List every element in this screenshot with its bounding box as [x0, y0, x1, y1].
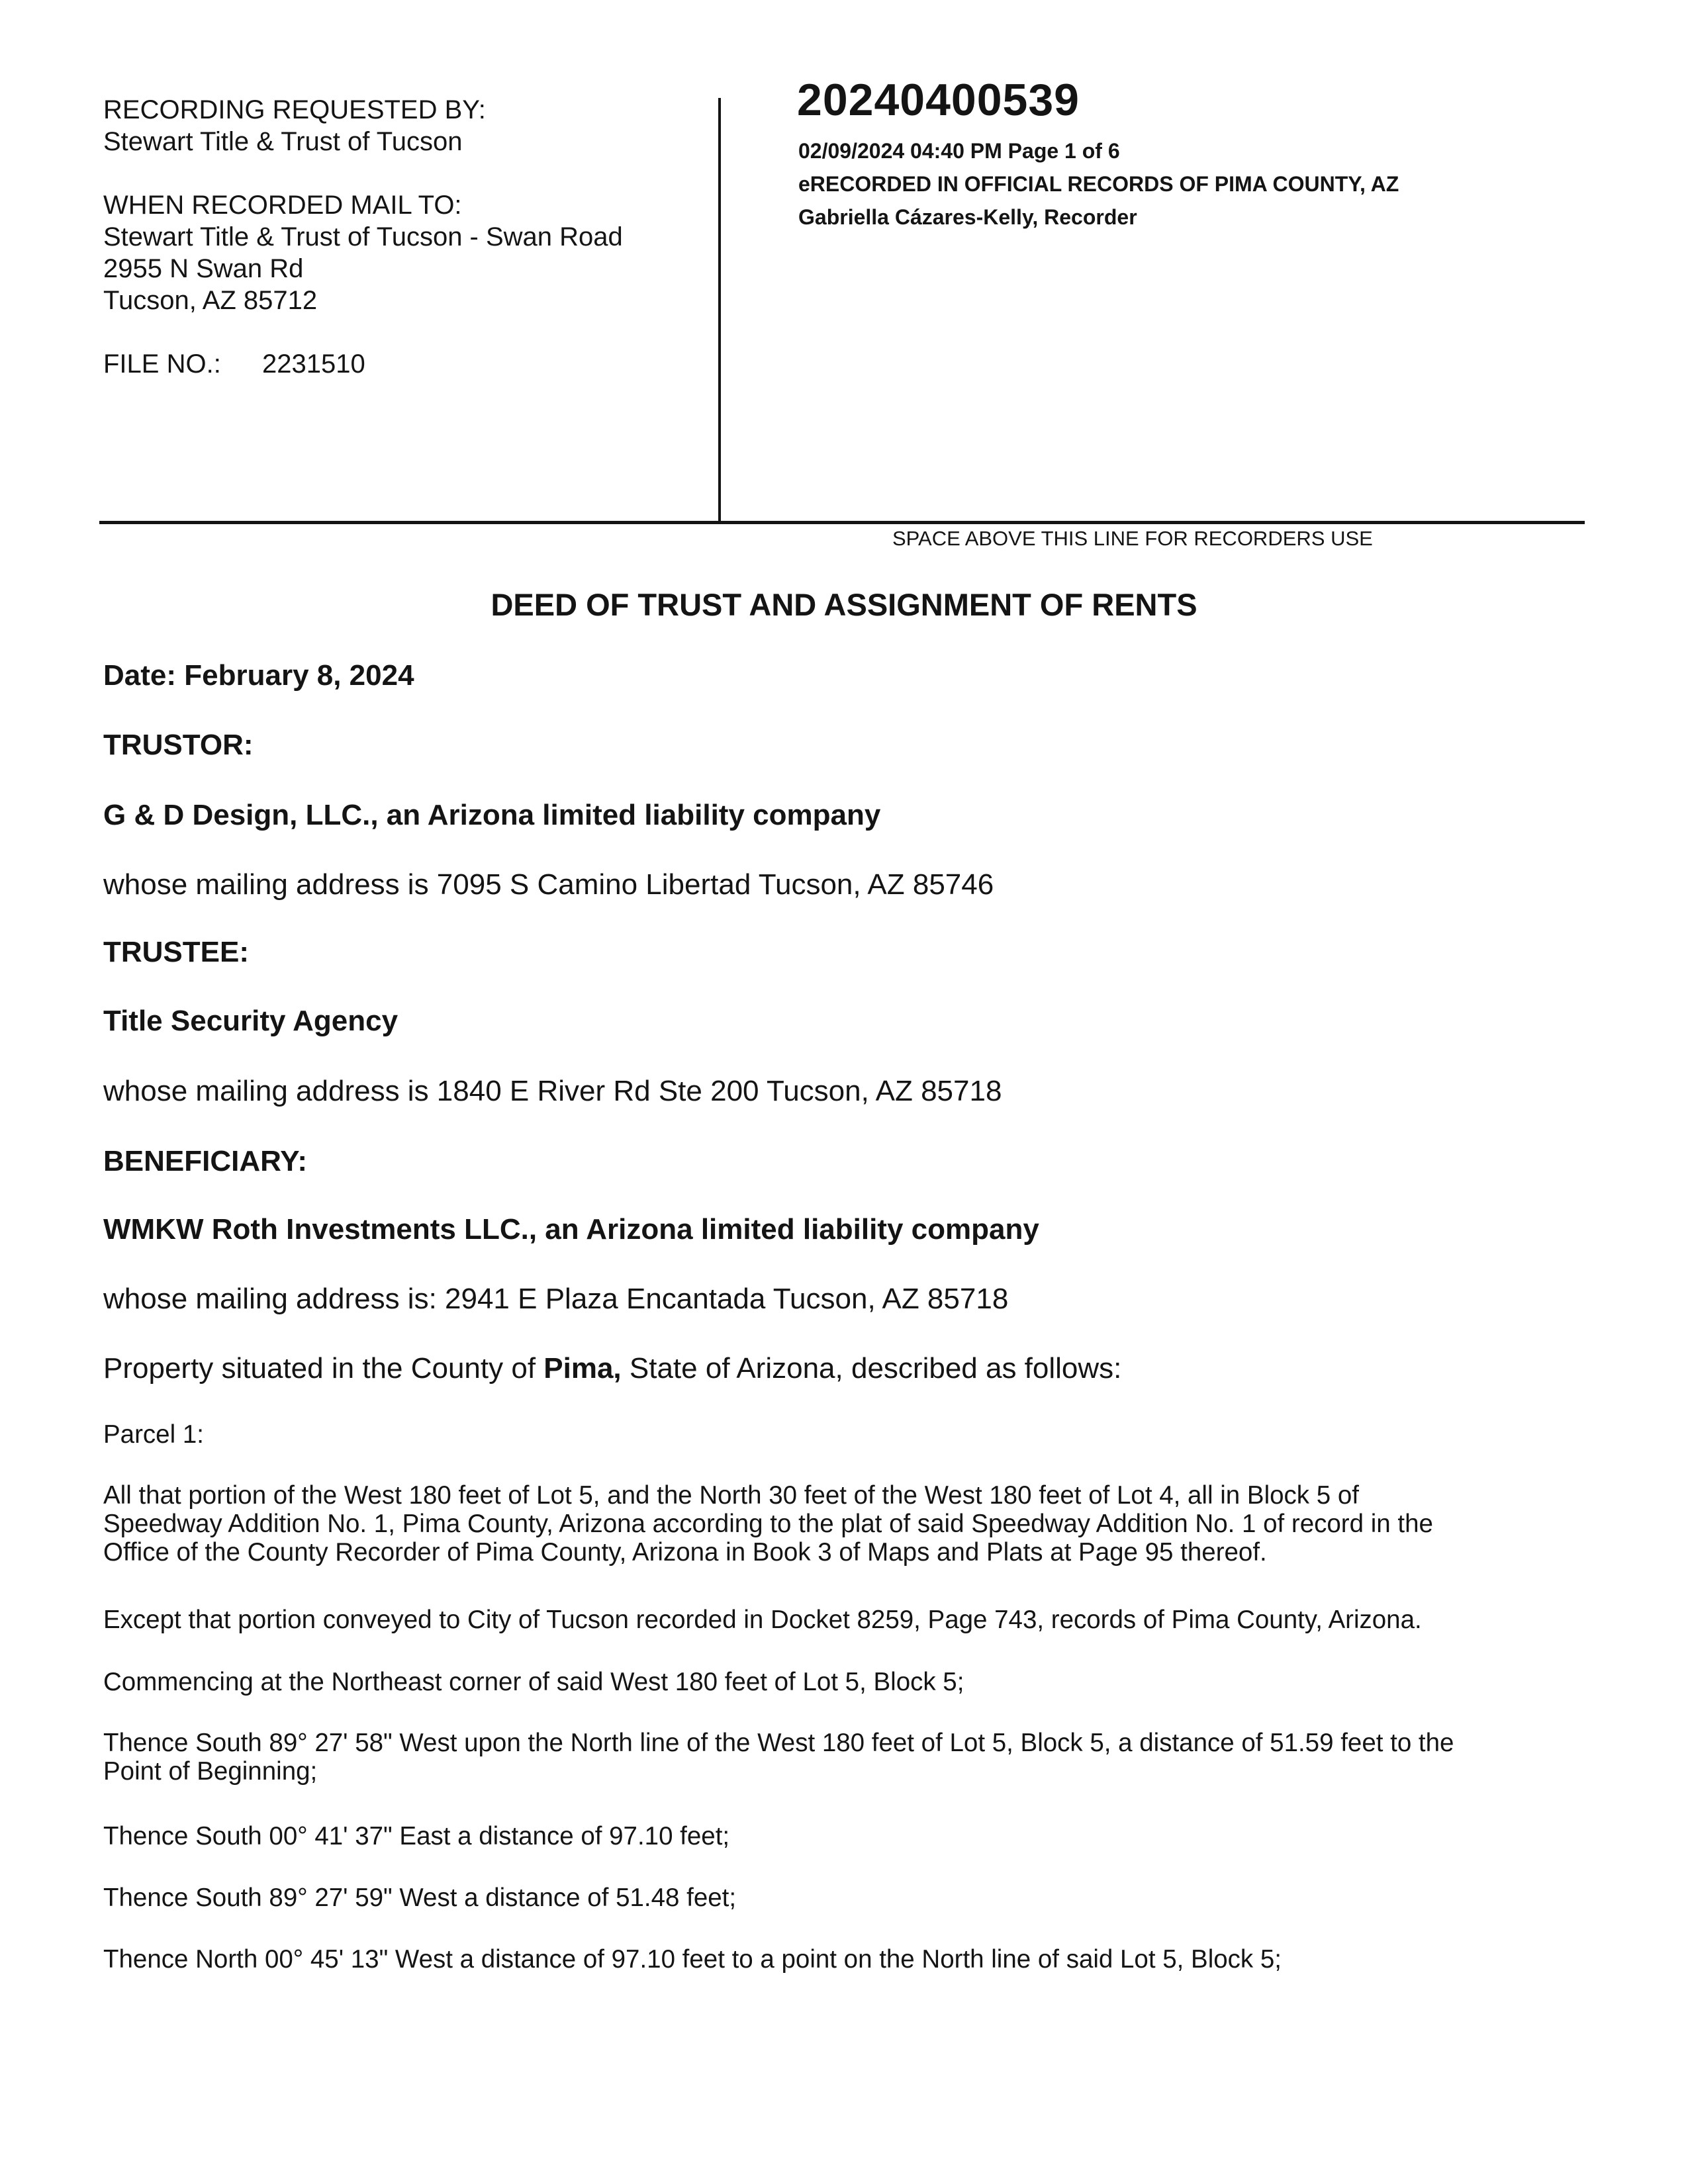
beneficiary-address: whose mailing address is: 2941 E Plaza Encantada Tucson, AZ 85718 — [103, 1283, 1009, 1315]
trustor-address: whose mailing address is 7095 S Camino Libertad Tucson, AZ 85746 — [103, 868, 994, 901]
para4-line1: Thence South 89° 27' 58" West upon the North line of the West 180 feet of Lot 5, Block 5, a distance of 51.59 feet to the — [103, 1729, 1454, 1757]
beneficiary-name: WMKW Roth Investments LLC., an Arizona limited liability company — [103, 1213, 1039, 1246]
recording-number: 20240400539 — [797, 75, 1080, 125]
recording-requested-by: Stewart Title & Trust of Tucson — [103, 127, 463, 156]
property-statement — [103, 1352, 1121, 1385]
property-prefix: Property situated in the County of — [103, 1352, 544, 1385]
beneficiary-label: BENEFICIARY: — [103, 1145, 307, 1177]
parcel-label: Parcel 1: — [103, 1420, 204, 1449]
trustee-name: Title Security Agency — [103, 1005, 399, 1037]
recording-requested-by-label: RECORDING REQUESTED BY: — [103, 95, 486, 124]
para1-line2: Speedway Addition No. 1, Pima County, Arizona according to the plat of said Speedway Addition No. 1 of record in the — [103, 1510, 1433, 1538]
trustee-address: whose mailing address is 1840 E River Rd Ste 200 Tucson, AZ 85718 — [103, 1075, 1002, 1107]
legal-description-para3: Commencing at the Northeast corner of said West 180 feet of Lot 5, Block 5; — [103, 1668, 964, 1696]
document-date: Date: February 8, 2024 — [103, 659, 414, 692]
legal-description-para6: Thence South 89° 27' 59" West a distance of 51.48 feet; — [103, 1884, 737, 1912]
trustee-label: TRUSTEE: — [103, 936, 249, 968]
space-above-line-note: SPACE ABOVE THIS LINE FOR RECORDERS USE — [892, 527, 1373, 550]
mail-to-line1: Stewart Title & Trust of Tucson - Swan Road — [103, 222, 623, 251]
para4-line2: Point of Beginning; — [103, 1757, 318, 1786]
document-title: DEED OF TRUST AND ASSIGNMENT OF RENTS — [491, 587, 1197, 622]
legal-description-para1 — [103, 1481, 1433, 1567]
para1-line1: All that portion of the West 180 feet of Lot 5, and the North 30 feet of the West 180 feet of Lot 4, all in Block 5 of — [103, 1481, 1359, 1510]
recorder-use-divider — [99, 521, 1585, 524]
legal-description-para2: Except that portion conveyed to City of Tucson recorded in Docket 8259, Page 743, records of Pima County, Arizona. — [103, 1606, 1422, 1634]
header-vertical-divider — [718, 98, 721, 524]
mail-to-label: WHEN RECORDED MAIL TO: — [103, 191, 462, 220]
file-no-label: FILE NO.: — [103, 349, 221, 379]
mail-to-line2: 2955 N Swan Rd — [103, 254, 304, 283]
legal-description-para4 — [103, 1729, 1454, 1786]
recording-header-left — [103, 94, 623, 380]
trustor-label: TRUSTOR: — [103, 729, 254, 761]
mail-to-line3: Tucson, AZ 85712 — [103, 286, 318, 315]
legal-description-para5: Thence South 00° 41' 37" East a distance of 97.10 feet; — [103, 1822, 730, 1850]
file-no-value: 2231510 — [262, 349, 365, 379]
property-county: Pima, — [543, 1352, 622, 1385]
property-suffix: State of Arizona, described as follows: — [621, 1352, 1122, 1385]
file-no-row — [103, 348, 623, 380]
recording-datetime-page: 02/09/2024 04:40 PM Page 1 of 6 — [798, 139, 1120, 163]
recorder-name: Gabriella Cázares-Kelly, Recorder — [798, 205, 1137, 229]
recorded-in-line: eRECORDED IN OFFICIAL RECORDS OF PIMA COUNTY, AZ — [798, 172, 1399, 196]
para1-line3: Office of the County Recorder of Pima County, Arizona in Book 3 of Maps and Plats at Page 95 thereof. — [103, 1538, 1267, 1567]
trustor-name: G & D Design, LLC., an Arizona limited liability company — [103, 799, 881, 831]
legal-description-para7: Thence North 00° 45' 13" West a distance of 97.10 feet to a point on the North line of said Lot 5, Block 5; — [103, 1945, 1282, 1974]
